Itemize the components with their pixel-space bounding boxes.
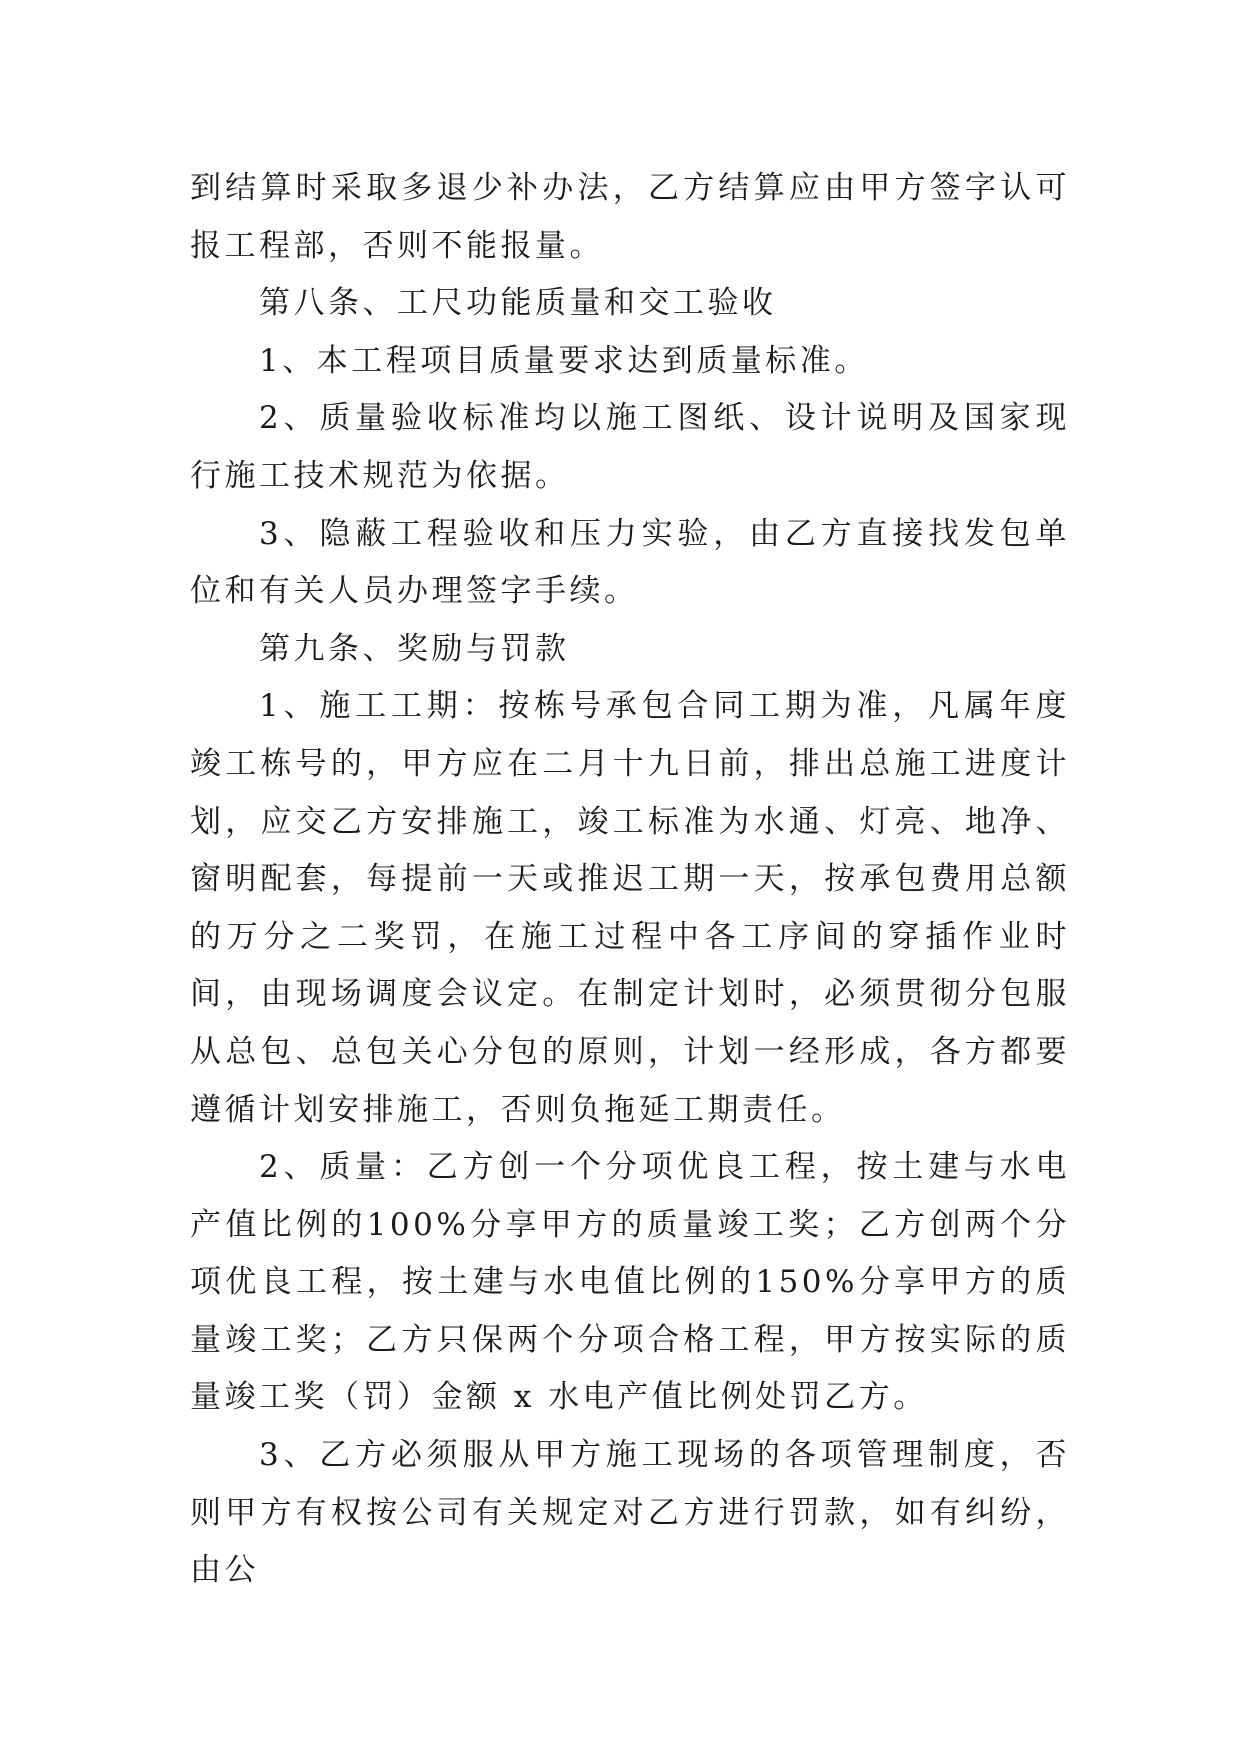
article-8-clause-2: 2、质量验收标准均以施工图纸、设计说明及国家现行施工技术规范为依据。	[190, 400, 1070, 494]
article-9-heading: 第九条、奖励与罚款	[259, 630, 570, 667]
article-9-clause-2-quality: 2、质量：乙方创一个分项优良工程，按土建与水电产值比例的100%分享甲方的质量竣工奖；乙方创两个分项优良工程，按土建与水电值比例的150%分享甲方的质量竣工奖；乙方只保两个分项合格工程，甲方按实际的质量竣工奖（罚）金额 x 水电产值比例处罚乙方。	[190, 1149, 1070, 1416]
article-8-heading: 第八条、工尺功能质量和交工验收	[259, 285, 777, 322]
article-8-clause-3: 3、隐蔽工程验收和压力实验，由乙方直接找发包单位和有关人员办理签字手续。	[190, 515, 1070, 610]
article-8-clause-1: 1、本工程项目质量要求达到质量标准。	[259, 342, 869, 379]
paragraph-settlement-continuation: 到结算时采取多退少补办法，乙方结算应由甲方签字认可报工程部，否则不能报量。	[190, 170, 1070, 264]
article-9-clause-3-management: 3、乙方必须服从甲方施工现场的各项管理制度，否则甲方有权按公司有关规定对乙方进行罚款，如有纠纷，由公	[190, 1437, 1070, 1589]
article-9-clause-1-schedule: 1、施工工期：按栋号承包合同工期为准，凡属年度竣工栋号的，甲方应在二月十九日前，排出总施工进度计划，应交乙方安排施工，竣工标准为水通、灯亮、地净、窗明配套，每提前一天或推迟工期一天，按承包费用总额的万分之二奖罚，在施工过程中各工序间的穿插作业时间，由现场调度会议定。在制定计划时，必须贯彻分包服从总包、总包关心分包的原则，计划一经形成，各方都要遵循计划安排施工，否则负拖延工期责任。	[190, 688, 1070, 1128]
document-body	[190, 160, 1070, 1600]
